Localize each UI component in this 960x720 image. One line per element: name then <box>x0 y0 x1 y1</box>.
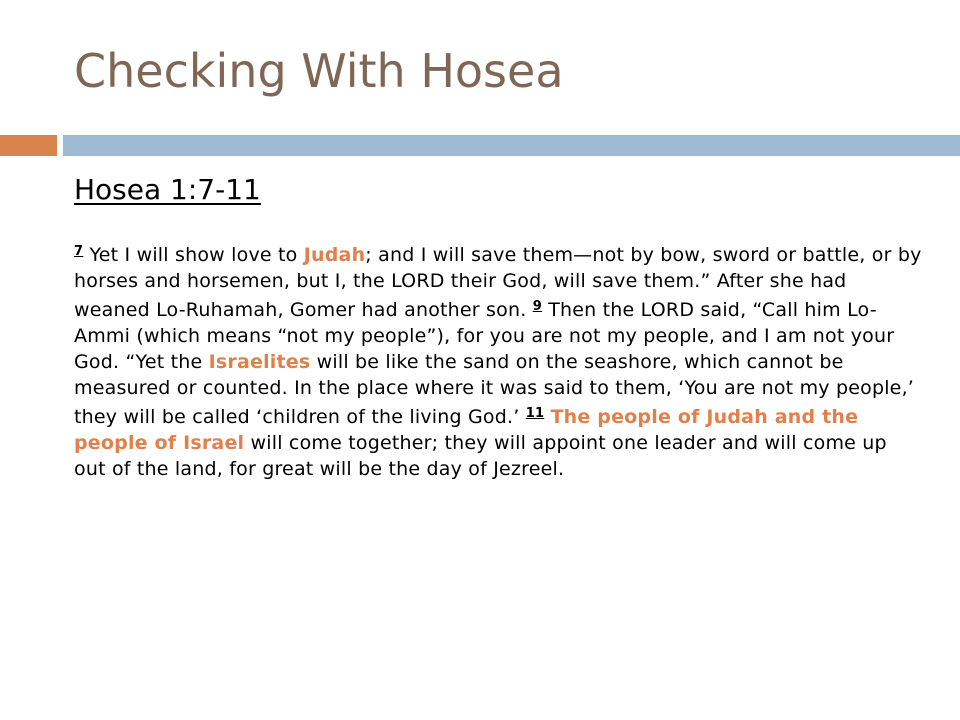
passage-text: Then the LORD said, “Call him Lo-Ammi (which means “not my people”), for you are not my people, and I am not your God. “Yet the <box>74 299 895 373</box>
highlight-people: The people of Judah and the people of Israel <box>74 406 859 454</box>
passage-text: ; and I will save them—not by bow, sword or battle, or by horses and horsemen, but I, the LORD their God, will save them.” After she had weaned Lo-Ruhamah, Gomer had another son. <box>74 244 922 321</box>
highlight-judah: Judah <box>303 244 366 266</box>
scripture-reference: Hosea 1:7-11 <box>74 173 261 206</box>
passage-text: will be like the sand on the seashore, which cannot be measured or counted. In the place where it was said to them, ‘You are not my people,’ they will be called ‘children of the living God.’ <box>74 351 915 428</box>
slide-title: Checking With Hosea <box>74 44 564 98</box>
verse-number-7[interactable]: 7 <box>74 244 84 259</box>
accent-bar-blue <box>63 135 960 156</box>
highlight-israelites: Israelites <box>208 351 311 373</box>
verse-number-11[interactable]: 11 <box>525 406 545 421</box>
passage-text: will come together; they will appoint one leader and will come up out of the land, for great will be the day of Jezreel. <box>74 432 887 480</box>
scripture-passage <box>74 239 924 482</box>
slide-content <box>74 171 924 482</box>
verse-number-9[interactable]: 9 <box>532 299 542 314</box>
accent-bar-orange <box>0 135 57 156</box>
passage-text: Yet I will show love to <box>83 244 304 266</box>
